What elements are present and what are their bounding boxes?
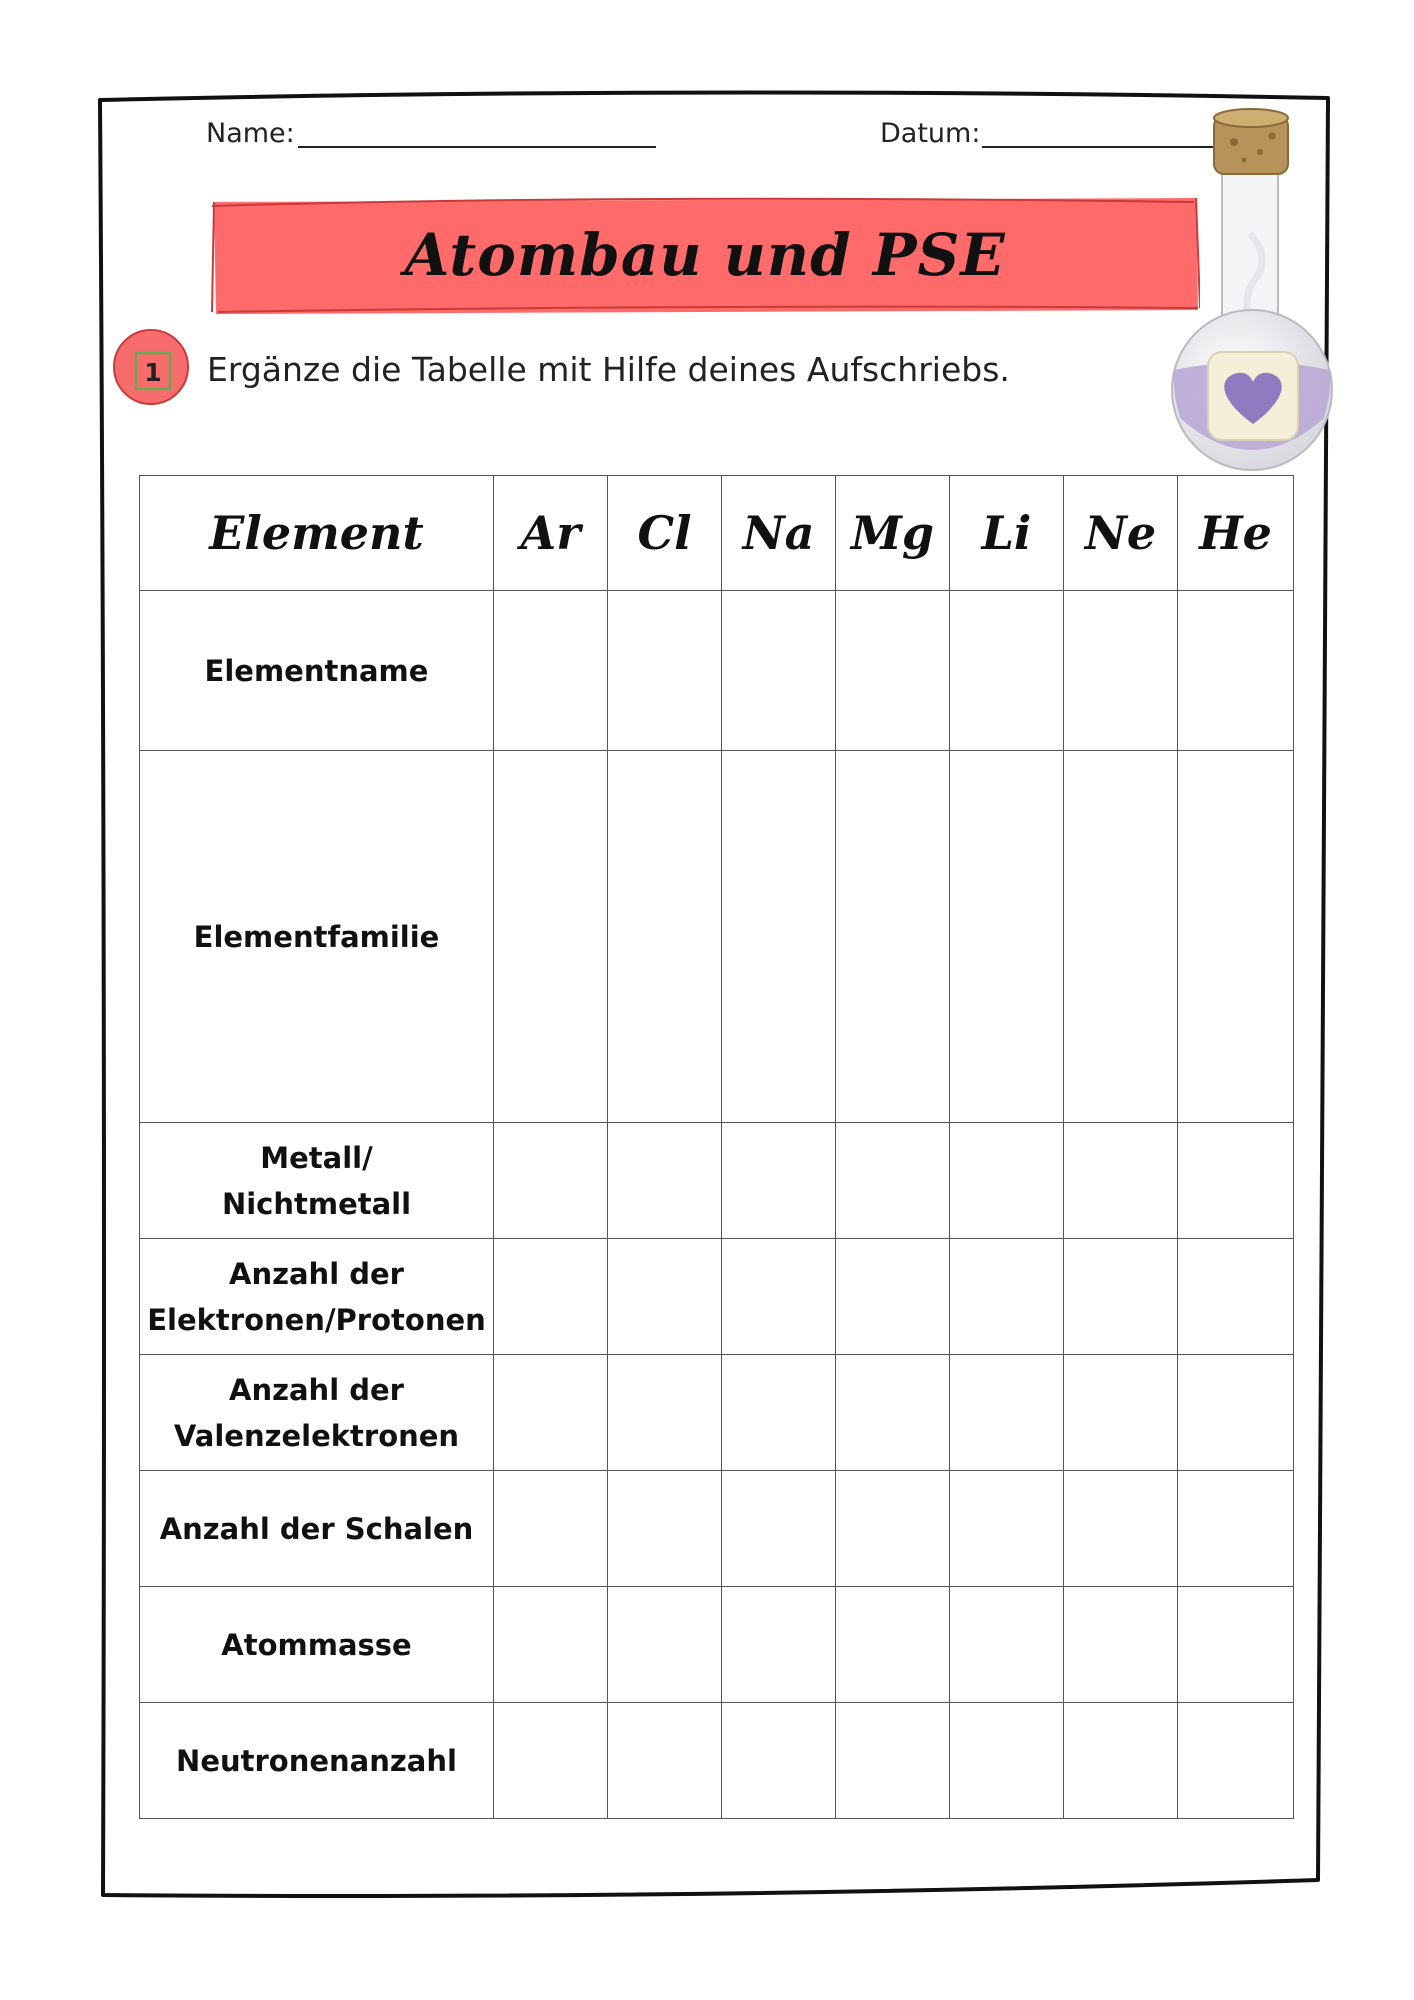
answer-cell[interactable] bbox=[1178, 1471, 1294, 1587]
task-instruction: Ergänze die Tabelle mit Hilfe deines Aufschriebs. bbox=[207, 350, 1010, 389]
table-row bbox=[140, 1239, 1294, 1355]
table-row bbox=[140, 751, 1294, 1123]
answer-cell[interactable] bbox=[494, 1587, 608, 1703]
element-header-ar: Ar bbox=[494, 476, 608, 591]
answer-cell[interactable] bbox=[722, 1587, 836, 1703]
answer-cell[interactable] bbox=[1064, 1587, 1178, 1703]
answer-cell[interactable] bbox=[1064, 1355, 1178, 1471]
answer-cell[interactable] bbox=[950, 591, 1064, 751]
answer-cell[interactable] bbox=[1178, 1587, 1294, 1703]
answer-cell[interactable] bbox=[1064, 1471, 1178, 1587]
answer-cell[interactable] bbox=[608, 1239, 722, 1355]
answer-cell[interactable] bbox=[494, 1471, 608, 1587]
answer-cell[interactable] bbox=[494, 1355, 608, 1471]
answer-cell[interactable] bbox=[722, 591, 836, 751]
title-banner bbox=[210, 192, 1200, 318]
element-header-ne: Ne bbox=[1064, 476, 1178, 591]
date-label: Datum: bbox=[880, 118, 981, 149]
name-field[interactable] bbox=[298, 146, 656, 148]
answer-cell[interactable] bbox=[608, 591, 722, 751]
answer-cell[interactable] bbox=[1178, 751, 1294, 1123]
row-label: Atommasse bbox=[140, 1587, 494, 1703]
answer-cell[interactable] bbox=[494, 1239, 608, 1355]
corner-header: Element bbox=[140, 476, 494, 591]
name-label: Name: bbox=[206, 118, 295, 149]
answer-cell[interactable] bbox=[722, 1239, 836, 1355]
element-header-cl: Cl bbox=[608, 476, 722, 591]
answer-cell[interactable] bbox=[608, 1123, 722, 1239]
answer-cell[interactable] bbox=[836, 1471, 950, 1587]
page-title: Atombau und PSE bbox=[404, 221, 1006, 289]
answer-cell[interactable] bbox=[608, 1355, 722, 1471]
row-label: Metall/ Nichtmetall bbox=[140, 1123, 494, 1239]
answer-cell[interactable] bbox=[1064, 1123, 1178, 1239]
answer-cell[interactable] bbox=[722, 751, 836, 1123]
answer-cell[interactable] bbox=[1178, 591, 1294, 751]
answer-cell[interactable] bbox=[722, 1471, 836, 1587]
row-label: Neutronenanzahl bbox=[140, 1703, 494, 1819]
answer-cell[interactable] bbox=[836, 1355, 950, 1471]
answer-cell[interactable] bbox=[950, 1239, 1064, 1355]
answer-cell[interactable] bbox=[1178, 1239, 1294, 1355]
answer-cell[interactable] bbox=[950, 1123, 1064, 1239]
answer-cell[interactable] bbox=[494, 1703, 608, 1819]
answer-cell[interactable] bbox=[836, 1239, 950, 1355]
answer-cell[interactable] bbox=[608, 1587, 722, 1703]
answer-cell[interactable] bbox=[950, 1587, 1064, 1703]
element-header-na: Na bbox=[722, 476, 836, 591]
row-label: Anzahl der Valenzelektronen bbox=[140, 1355, 494, 1471]
answer-cell[interactable] bbox=[836, 1123, 950, 1239]
table-row bbox=[140, 1703, 1294, 1819]
answer-cell[interactable] bbox=[1064, 591, 1178, 751]
row-label: Anzahl der Elektronen/Protonen bbox=[140, 1239, 494, 1355]
answer-cell[interactable] bbox=[722, 1123, 836, 1239]
task-number-badge bbox=[112, 328, 190, 406]
answer-cell[interactable] bbox=[950, 1703, 1064, 1819]
answer-cell[interactable] bbox=[608, 1703, 722, 1819]
answer-cell[interactable] bbox=[836, 751, 950, 1123]
answer-cell[interactable] bbox=[1064, 751, 1178, 1123]
table-row bbox=[140, 1471, 1294, 1587]
answer-cell[interactable] bbox=[608, 751, 722, 1123]
row-label: Elementfamilie bbox=[140, 751, 494, 1123]
row-label: Anzahl der Schalen bbox=[140, 1471, 494, 1587]
element-header-he: He bbox=[1178, 476, 1294, 591]
answer-cell[interactable] bbox=[494, 1123, 608, 1239]
answer-cell[interactable] bbox=[1064, 1703, 1178, 1819]
table-row bbox=[140, 591, 1294, 751]
answer-cell[interactable] bbox=[1178, 1703, 1294, 1819]
element-header-mg: Mg bbox=[836, 476, 950, 591]
element-header-li: Li bbox=[950, 476, 1064, 591]
answer-cell[interactable] bbox=[836, 1587, 950, 1703]
table-row bbox=[140, 1355, 1294, 1471]
table-row bbox=[140, 1123, 1294, 1239]
answer-cell[interactable] bbox=[1064, 1239, 1178, 1355]
row-label: Elementname bbox=[140, 591, 494, 751]
answer-cell[interactable] bbox=[1178, 1123, 1294, 1239]
cork-icon bbox=[1214, 109, 1288, 174]
task-number: 1 bbox=[144, 358, 162, 387]
answer-cell[interactable] bbox=[836, 1703, 950, 1819]
answer-cell[interactable] bbox=[950, 1355, 1064, 1471]
answer-cell[interactable] bbox=[722, 1703, 836, 1819]
table-row bbox=[140, 1587, 1294, 1703]
answer-cell[interactable] bbox=[950, 1471, 1064, 1587]
answer-cell[interactable] bbox=[494, 591, 608, 751]
answer-cell[interactable] bbox=[1178, 1355, 1294, 1471]
answer-cell[interactable] bbox=[608, 1471, 722, 1587]
answer-cell[interactable] bbox=[722, 1355, 836, 1471]
answer-cell[interactable] bbox=[494, 751, 608, 1123]
element-table bbox=[139, 475, 1294, 1819]
potion-flask-icon bbox=[1160, 108, 1350, 478]
answer-cell[interactable] bbox=[836, 591, 950, 751]
answer-cell[interactable] bbox=[950, 751, 1064, 1123]
header-row bbox=[140, 476, 1294, 591]
